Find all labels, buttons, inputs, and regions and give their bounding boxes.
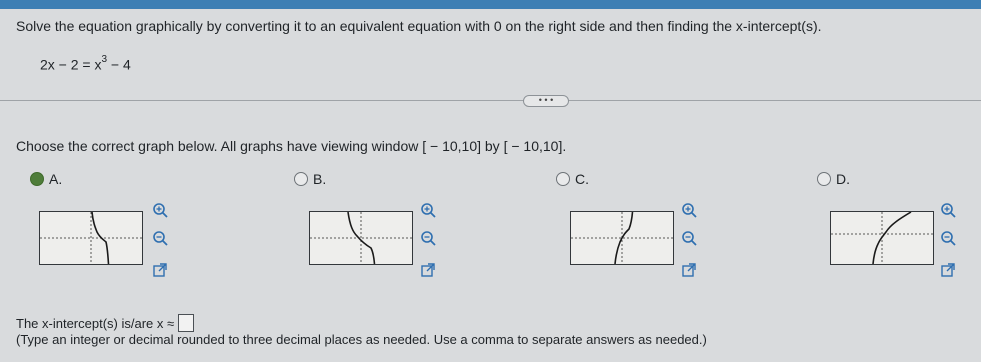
answer-line — [16, 314, 194, 332]
answer-hint: (Type an integer or decimal rounded to three decimal places as needed. Use a comma to separate answers as needed.) — [16, 332, 707, 347]
zoom-out-icon[interactable] — [420, 230, 436, 246]
zoom-in-icon[interactable] — [940, 202, 956, 218]
option-d[interactable] — [817, 171, 850, 187]
radio-b[interactable] — [294, 172, 308, 186]
external-link-icon[interactable] — [681, 262, 697, 278]
section-divider — [0, 100, 981, 101]
equation-right: − 4 — [107, 56, 131, 73]
external-link-icon[interactable] — [940, 262, 956, 278]
graph-a[interactable] — [39, 211, 143, 265]
answer-input[interactable] — [178, 314, 194, 332]
zoom-in-icon[interactable] — [681, 202, 697, 218]
external-link-icon[interactable] — [152, 262, 168, 278]
radio-d[interactable] — [817, 172, 831, 186]
curve — [873, 212, 911, 264]
radio-a[interactable] — [30, 172, 44, 186]
option-b[interactable] — [294, 171, 326, 187]
question-text: Choose the correct graph below. All graphs have viewing window [ − 10,10] by [ − 10,10]. — [16, 138, 567, 154]
radio-c[interactable] — [556, 172, 570, 186]
instructions-text: Solve the equation graphically by converting it to an equivalent equation with 0 on the right side and then finding the x-intercept(s). — [16, 18, 822, 34]
top-bar — [0, 0, 981, 9]
equation-exponent: 3 — [101, 54, 108, 65]
option-a[interactable] — [30, 171, 62, 187]
answer-prompt: The x-intercept(s) is/are x ≈ — [16, 315, 175, 331]
zoom-out-icon[interactable] — [681, 230, 697, 246]
option-b-label: B. — [313, 171, 327, 187]
zoom-out-icon[interactable] — [940, 230, 956, 246]
option-c-label: C. — [575, 171, 589, 187]
graph-b[interactable] — [309, 211, 413, 265]
graph-c[interactable] — [570, 211, 674, 265]
option-a-label: A. — [49, 171, 63, 187]
zoom-in-icon[interactable] — [152, 202, 168, 218]
external-link-icon[interactable] — [420, 262, 436, 278]
zoom-in-icon[interactable] — [420, 202, 436, 218]
option-d-label: D. — [836, 171, 850, 187]
option-c[interactable] — [556, 171, 589, 187]
equation-left: 2x − 2 = x — [40, 56, 102, 73]
equation — [40, 56, 131, 73]
expand-more-button[interactable]: • • • — [523, 95, 569, 107]
graph-d[interactable] — [830, 211, 934, 265]
zoom-out-icon[interactable] — [152, 230, 168, 246]
